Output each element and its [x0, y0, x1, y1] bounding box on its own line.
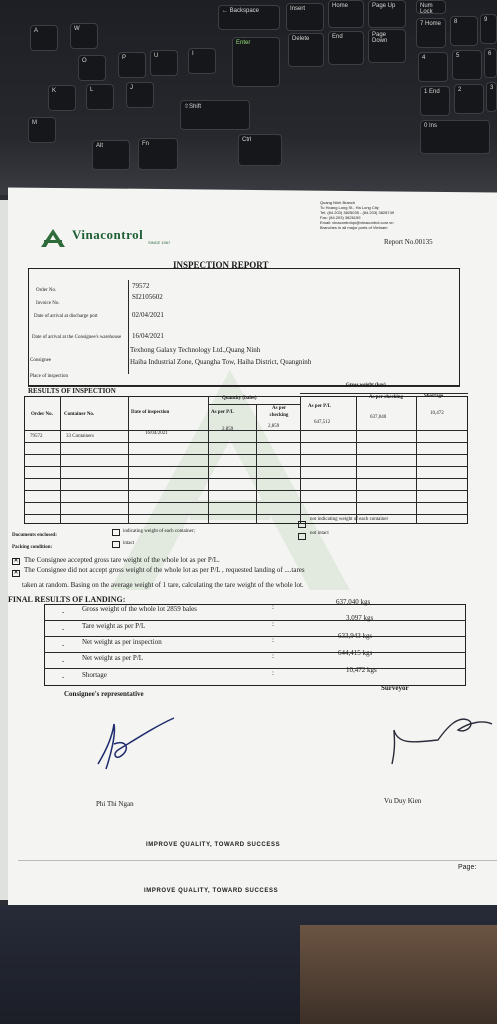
- surveyor-label: Surveyor: [381, 684, 409, 692]
- statement-1-text: The Consignee accepted gross tare weight of the whole lot as per P/L.: [24, 556, 220, 564]
- key-l: L: [86, 84, 114, 110]
- discharge-date-value: 02/04/2021: [132, 311, 164, 319]
- col-container-no: Container No.: [64, 412, 95, 417]
- order-no-label: Order No.: [36, 288, 57, 293]
- order-no-value: 79572: [132, 282, 150, 290]
- key-w: W: [70, 23, 98, 49]
- insert-key: Insert: [286, 3, 324, 31]
- place-of-inspection-label: Place of inspection: [30, 374, 69, 379]
- final-net-pl-label: Net weight as per P/L: [82, 654, 144, 662]
- consignee-label: Consignee: [30, 358, 52, 363]
- consignee-value: Texhong Galaxy Technology Ltd.,Quang Ninh: [130, 346, 261, 354]
- num-3-key: 3: [486, 82, 497, 112]
- table-cell-date: 16/04/2021: [145, 431, 168, 436]
- col-order-no: Order No.: [31, 412, 53, 417]
- home-key: Home: [328, 0, 364, 28]
- final-row-bullet: -: [62, 673, 65, 681]
- key-i: I: [188, 48, 216, 74]
- documents-enclosed-label: Documents enclosed:: [12, 533, 57, 538]
- invoice-no-label: Invoice No.: [36, 301, 60, 306]
- final-row-colon: :: [272, 620, 274, 628]
- surveyor-signature-icon: [388, 706, 493, 766]
- num-0-key: 0 Ins: [420, 120, 490, 154]
- final-row-bullet: -: [62, 657, 65, 665]
- invoice-no-value: SI2105602: [132, 293, 163, 301]
- key-a: A: [30, 25, 58, 51]
- keyboard: [0, 0, 497, 195]
- end-key: End: [328, 31, 364, 65]
- col-qty-as-per-checking: As per checking: [269, 406, 289, 418]
- not-intact-checkbox: [298, 533, 306, 540]
- num-4-key: 4: [418, 52, 448, 82]
- table-cell-gw-pl: 647,512: [314, 420, 331, 425]
- key-k: K: [48, 85, 76, 111]
- key-m: M: [28, 117, 56, 143]
- report-number: Report No.00135: [384, 238, 433, 246]
- table-cell-qty-pl: 2,859: [222, 427, 234, 432]
- col-gw-as-per-checking: As per checking: [368, 395, 404, 400]
- table-cell-order-no: 79572: [30, 434, 43, 439]
- shift-key: ⇧Shift: [180, 100, 250, 130]
- final-row-colon: :: [272, 603, 274, 611]
- page-down-key: Page Down: [368, 29, 406, 63]
- indicating-checkbox: [112, 529, 120, 536]
- consignee-rep-label: Consignee's representative: [64, 690, 144, 698]
- col-shortage: Shortage: [424, 394, 444, 399]
- background-desk: [300, 925, 497, 1024]
- table-cell-container-no: 33 Containers: [66, 434, 94, 439]
- final-net-pl-value: 644,415 kgs: [338, 649, 373, 657]
- key-p: P: [118, 52, 146, 78]
- table-cell-gw-checking: 637,040: [370, 415, 387, 420]
- quantity-group-header: Quantity (bales): [222, 396, 257, 401]
- final-shortage-label: Shortage: [82, 671, 107, 679]
- not-indicating-checkbox: [298, 521, 306, 528]
- final-shortage-value: 10,472 kgs: [346, 666, 377, 674]
- surveyor-name: Vu Duy Kien: [384, 797, 422, 805]
- enter-key: Enter: [232, 37, 280, 87]
- report-title: INSPECTION REPORT: [173, 260, 269, 270]
- discharge-date-label: Date of arrival at discharge port: [34, 314, 98, 319]
- final-row-bullet: -: [62, 641, 65, 649]
- statement-2-checkbox: ✕: [13, 570, 19, 576]
- final-row-bullet: -: [62, 608, 65, 616]
- num-5-key: 5: [452, 50, 482, 80]
- col-gw-as-per-pl: As per P/L: [308, 404, 331, 409]
- final-net-inspection-label: Net weight as per inspection: [82, 638, 162, 646]
- letterhead-address: Quang Ninh Branch Tu Hoang Long St., Ha Long City Tel: (84.203) 3825035 - (84.203) 3828749 Fax: (84.203) 3826159 Email: vinacontrolqn@vinacontrol.com.vn Branches in all major ports of Vietnam: [320, 200, 395, 230]
- key-j: J: [126, 82, 154, 108]
- consignee-name: Phi Thi Ngan: [96, 800, 134, 808]
- key-u: U: [150, 50, 178, 76]
- company-since: SINCE 1957: [148, 240, 171, 245]
- key-o: O: [78, 55, 106, 81]
- header-info-box: [28, 268, 460, 386]
- num-2-key: 2: [454, 84, 484, 114]
- final-row-colon: :: [272, 669, 274, 677]
- place-of-inspection-value: Haiha Industrial Zone, Quangha Tow, Haiha District, Quangninh: [130, 358, 312, 366]
- final-tare-weight-value: 3,097 kgs: [346, 614, 374, 622]
- warehouse-date-label: Date of arrival at the Consignee's warehouse: [32, 335, 122, 340]
- final-row-colon: :: [272, 636, 274, 644]
- packing-condition-label: Packing condition:: [12, 545, 53, 550]
- page-label: Page:: [458, 864, 477, 871]
- num-9-key: 9: [480, 14, 497, 44]
- delete-key: Delete: [288, 33, 324, 67]
- num-7-key: 7 Home: [416, 18, 446, 48]
- final-net-inspection-value: 633,943 kgs: [338, 632, 373, 640]
- indicating-label: indicating weight of each container;: [123, 529, 195, 534]
- consignee-signature-icon: [86, 714, 176, 774]
- final-gross-weight-value: 637,040 kgs: [336, 598, 371, 606]
- gross-weight-group-header: Gross weight (kgs): [346, 383, 386, 388]
- col-date-of-inspection: Date of inspection: [131, 410, 170, 415]
- footer-slogan: IMPROVE QUALITY, TOWARD SUCCESS: [146, 842, 281, 848]
- not-indicating-label: not indicating weight of each container: [310, 517, 389, 522]
- final-tare-weight-label: Tare weight as per P/L: [82, 622, 146, 630]
- num-6-key: 6: [484, 48, 497, 78]
- intact-label: intact: [123, 541, 135, 546]
- intact-checkbox: [112, 541, 120, 548]
- statement-2b-text: taken at random. Basing on the average weight of 1 tare, calculating the tare weight of the whole lot.: [22, 581, 304, 589]
- not-intact-label: not intact: [310, 531, 329, 536]
- final-row-colon: :: [272, 652, 274, 660]
- final-gross-weight-label: Gross weight of the whole lot 2859 bales: [82, 605, 197, 613]
- warehouse-date-value: 16/04/2021: [132, 332, 164, 340]
- fn-key: Fn: [138, 138, 178, 170]
- num-8-key: 8: [450, 16, 478, 46]
- results-heading: RESULTS OF INSPECTION: [28, 387, 116, 395]
- final-row-bullet: -: [62, 625, 65, 633]
- table-cell-shortage: 10,472: [430, 411, 444, 416]
- ctrl-key: Ctrl: [238, 134, 282, 166]
- footer-slogan-second-page: IMPROVE QUALITY, TOWARD SUCCESS: [144, 888, 279, 894]
- num-lock-key: Num Lock: [416, 0, 446, 14]
- num-1-key: 1 End: [420, 86, 450, 116]
- vinacontrol-logo-icon: [40, 228, 66, 248]
- final-results-heading: FINAL RESULTS OF LANDING:: [8, 595, 126, 604]
- table-cell-qty-checking: 2,859: [268, 424, 280, 429]
- col-qty-as-per-pl: As per P/L: [211, 410, 234, 415]
- page-up-key: Page Up: [368, 0, 406, 28]
- backspace-key: ← Backspace: [218, 5, 280, 30]
- statement-1-checkbox: ✕: [13, 558, 19, 564]
- company-name: Vinacontrol: [72, 227, 144, 242]
- alt-key: Alt: [92, 140, 130, 170]
- statement-2-text: The Consignee did not accept gross weight of the whole lot as per P/L , requested landing of ....tares: [24, 566, 305, 574]
